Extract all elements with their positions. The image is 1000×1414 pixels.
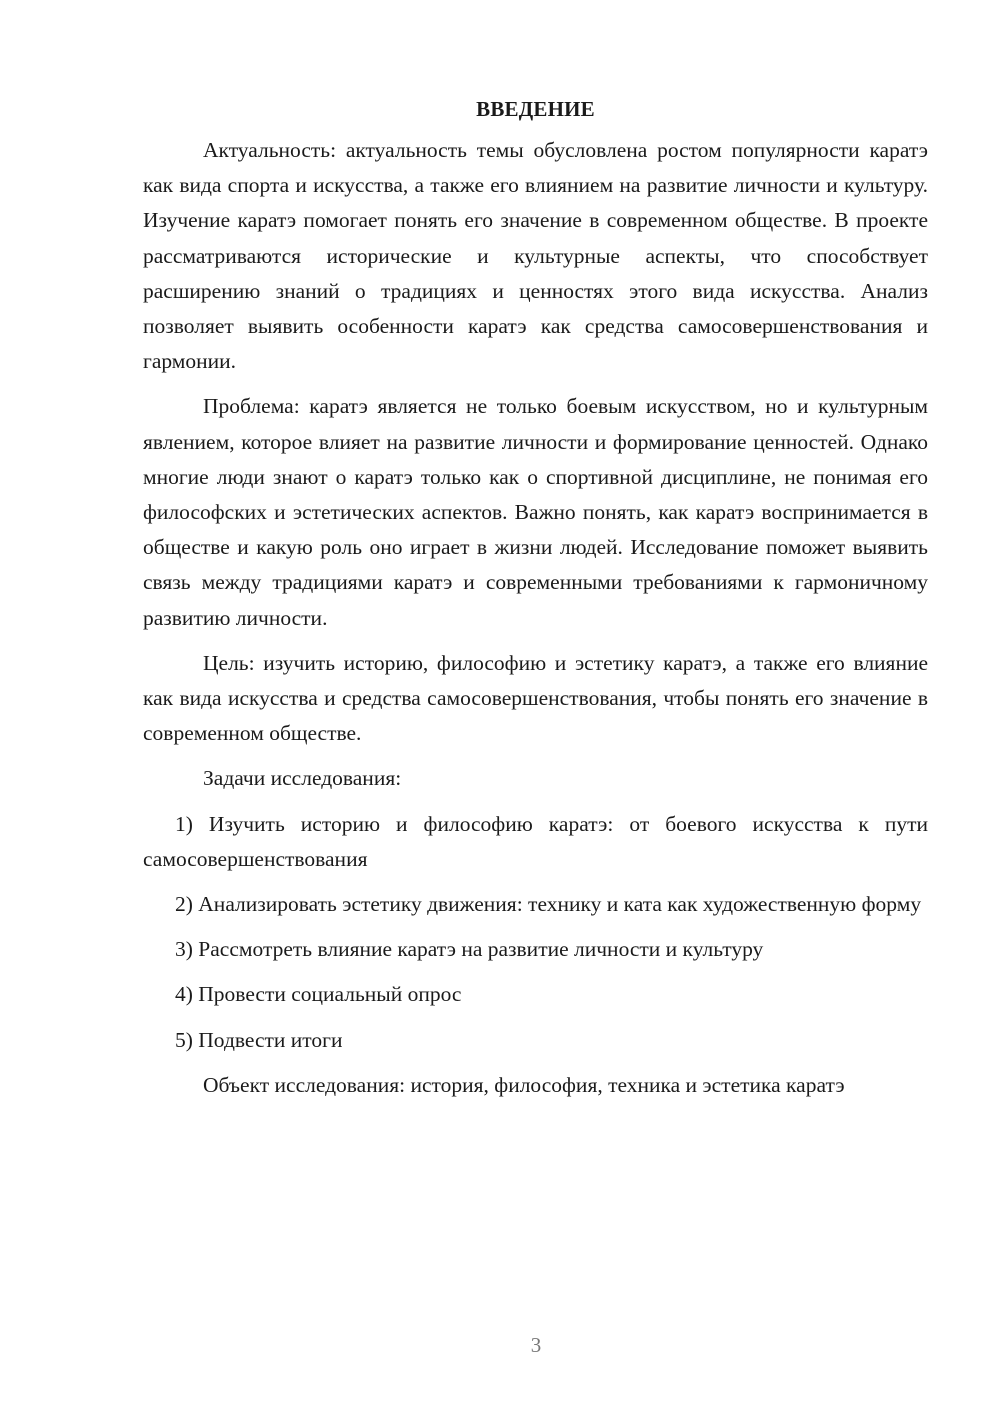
paragraph-relevance: Актуальность: актуальность темы обусловлена ростом популярности каратэ как вида спорта и искусства, а также его влиянием на развитие личности и культуру. Изучение каратэ помогает понять его значение в современном обществе. В проекте рассматриваются исторические и культурные аспекты, что способствует расширению знаний о традициях и ценностях этого вида искусства. Анализ позволяет выявить особенности каратэ как средства самосовершенствования и гармонии.	[143, 138, 928, 374]
task-item-2: 2) Анализировать эстетику движения: технику и ката как художественную форму	[175, 892, 922, 917]
task-item-1: 1) Изучить историю и философию каратэ: от боевого искусства к пути самосовершенствования	[143, 811, 928, 871]
paragraph-object: Объект исследования: история, философия, техника и эстетика каратэ	[203, 1072, 845, 1097]
task-item-4: 4) Провести социальный опрос	[175, 982, 462, 1007]
page-number: 3	[530, 1333, 542, 1357]
paragraph-goal: Цель: изучить историю, философию и эстетику каратэ, а также его влияние как вида искусства и средства самосовершенствования, чтобы понять его значение в современном обществе.	[143, 650, 928, 746]
section-title: ВВЕДЕНИЕ	[476, 97, 595, 121]
document-page	[143, 92, 928, 1113]
task-item-3: 3) Рассмотреть влияние каратэ на развитие личности и культуру	[175, 937, 764, 962]
paragraph-tasks-heading: Задачи исследования:	[203, 766, 402, 791]
paragraph-problem: Проблема: каратэ является не только боевым искусством, но и культурным явлением, которое влияет на развитие личности и формирование ценностей. Однако многие люди знают о каратэ только как о спортивной дисциплине, не понимая его философских и эстетических аспектов. Важно понять, как каратэ воспринимается в обществе и какую роль оно играет в жизни людей. Исследование поможет выявить связь между традициями каратэ и современными требованиями к гармоничному развитию личности.	[143, 394, 928, 630]
task-item-5: 5) Подвести итоги	[175, 1027, 343, 1052]
